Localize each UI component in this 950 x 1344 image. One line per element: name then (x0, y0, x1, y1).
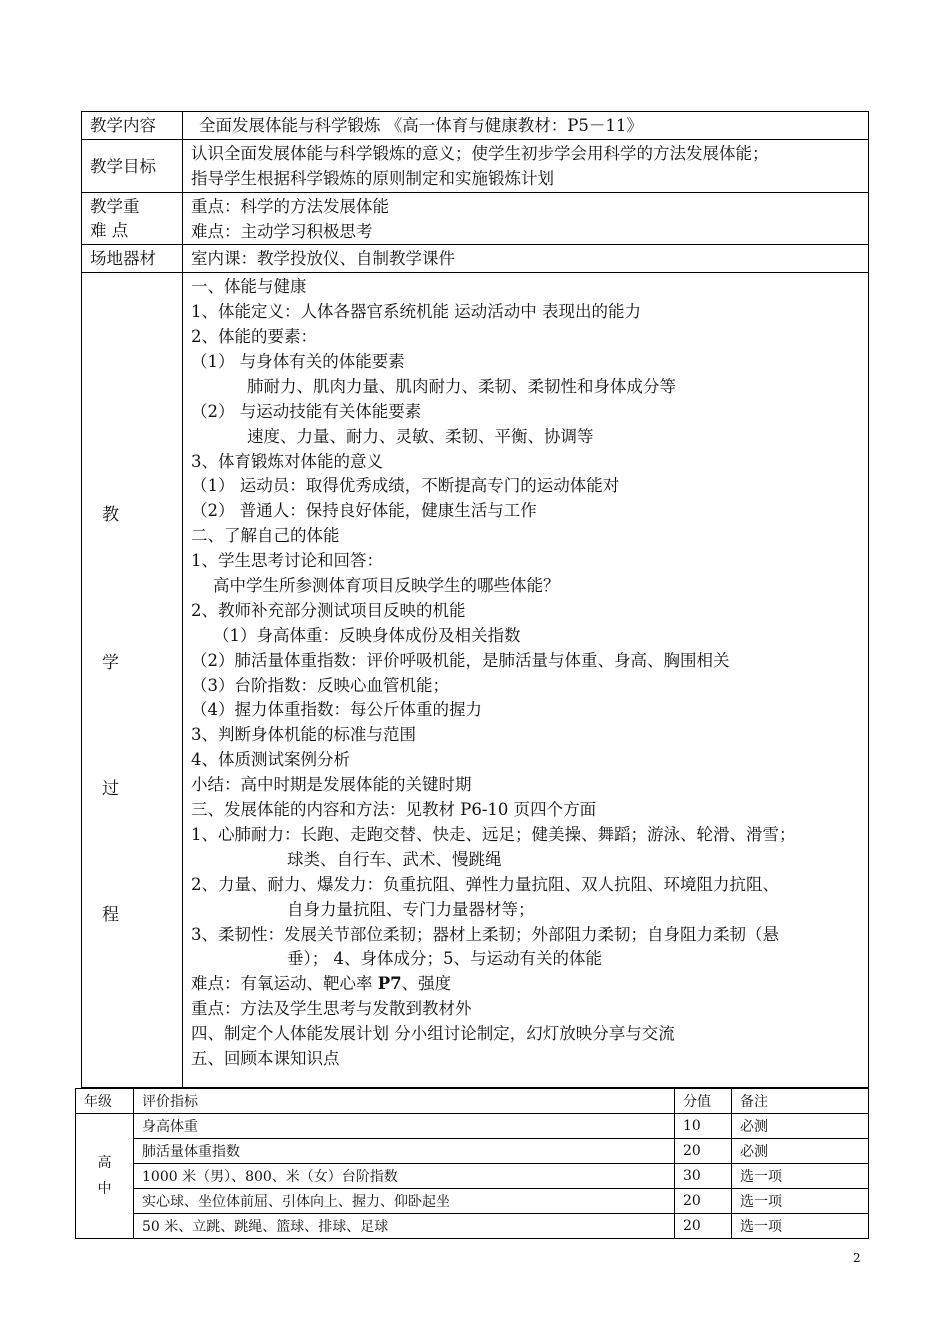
note-cell: 必测 (732, 1139, 869, 1164)
process-line: 二、了解自己的体能 (191, 526, 340, 546)
process-line: （1） 运动员：取得优秀成绩，不断提高专门的运动体能对 (191, 476, 620, 496)
process-line: （1） 与身体有关的体能要素 (191, 352, 405, 372)
score-cell: 20 (675, 1189, 732, 1214)
goal-label: 教学目标 (82, 139, 183, 192)
process-line: 3、判断身体机能的标准与范围 (191, 725, 416, 745)
row-goal (82, 139, 869, 192)
header-score: 分值 (675, 1089, 732, 1114)
focus-difficulty: 难点：主动学习积极思考 (191, 221, 373, 241)
process-line: 高中学生所参测体育项目反映学生的哪些体能？ (213, 576, 560, 596)
process-line: 球类、自行车、武术、慢跳绳 (287, 849, 502, 869)
indicator-cell: 1000 米（男）、800、米（女）台阶指数 (134, 1164, 675, 1189)
process-line: （2）肺活量体重指数：评价呼吸机能，是肺活量与体重、身高、胸围相关 (191, 650, 730, 670)
process-line: 2、教师补充部分测试项目反映的机能 (191, 600, 466, 620)
process-line: 1、学生思考讨论和回答： (191, 551, 383, 571)
process-line: 1、心肺耐力：长跑、走跑交替、快走、远足；健美操、舞蹈；游泳、轮滑、滑雪； (191, 824, 796, 844)
process-label-char: 过 (102, 779, 119, 800)
process-line: （1）身高体重：反映身体成份及相关指数 (213, 625, 521, 645)
process-line: （2） 普通人：保持良好体能，健康生活与工作 (191, 501, 537, 521)
process-line: 4、体质测试案例分析 (191, 750, 350, 770)
content-value: 全面发展体能与科学锻炼 《高一体育与健康教材：P5－11》 (199, 116, 643, 135)
process-line: 3、体育锻炼对体能的意义 (191, 451, 383, 471)
process-line: 2、力量、耐力、爆发力：负重抗阻、弹性力量抗阻、双人抗阻、环境阻力抗阻、 (191, 874, 779, 894)
note-cell: 选一项 (732, 1164, 869, 1189)
grade-cell (76, 1114, 134, 1239)
process-line: （4）握力体重指数：每公斤体重的握力 (191, 700, 482, 720)
goal-line-1: 认识全面发展体能与科学锻炼的意义；使学生初步学会用科学的方法发展体能； (191, 143, 769, 163)
content-label: 教学内容 (82, 112, 183, 140)
indicator-cell: 肺活量体重指数 (134, 1139, 675, 1164)
process-label (90, 275, 182, 1087)
process-line-difficulty (191, 972, 868, 997)
table-row (76, 1139, 869, 1164)
note-cell: 必测 (732, 1114, 869, 1139)
header-indicator: 评价指标 (134, 1089, 675, 1114)
table-row (76, 1114, 869, 1139)
focus-label-2: 难 点 (90, 220, 129, 240)
table-row (76, 1214, 869, 1239)
focus-key: 重点：科学的方法发展体能 (191, 196, 389, 216)
table-row (76, 1164, 869, 1189)
process-label-char: 教 (102, 505, 119, 526)
grade-char: 中 (97, 1181, 112, 1197)
process-line: 自身力量抗阻、专门力量器材等； (287, 899, 535, 919)
difficulty-text: 难点：有氧运动、靶心率 (191, 974, 378, 994)
process-label-char: 程 (102, 905, 119, 926)
row-venue (82, 245, 869, 273)
process-line: 小结：高中时期是发展体能的关键时期 (191, 775, 472, 795)
grade-char: 高 (97, 1155, 112, 1171)
process-label-char: 学 (102, 653, 119, 674)
row-content (82, 112, 869, 140)
indicator-cell: 50 米、立跳、跳绳、篮球、排球、足球 (134, 1214, 675, 1239)
process-line: 垂）； 4、身体成分；5、与运动有关的体能 (287, 949, 602, 969)
process-line: 3、柔韧性：发展关节部位柔韧；器材上柔韧；外部阻力柔韧；自身阻力柔韧（悬 (191, 924, 779, 944)
evaluation-table (75, 1088, 869, 1239)
process-line: 一、体能与健康 (191, 277, 307, 297)
process-body (183, 273, 869, 1088)
indicator-cell: 身高体重 (134, 1114, 675, 1139)
process-line: 1、体能定义：人体各器官系统机能 运动活动中 表现出的能力 (191, 302, 641, 322)
process-line: 五、回顾本课知识点 (191, 1048, 340, 1068)
indicator-cell: 实心球、坐位体前屈、引体向上、握力、仰卧起坐 (134, 1189, 675, 1214)
venue-value: 室内课：教学投放仪、自制教学课件 (191, 249, 455, 269)
focus-label-1: 教学重 (90, 196, 140, 216)
page-ref-bold: P7 (377, 974, 402, 994)
difficulty-suffix: 、强度 (401, 974, 452, 994)
process-line: 2、体能的要素： (191, 327, 317, 347)
header-grade: 年级 (76, 1089, 134, 1114)
note-cell: 选一项 (732, 1189, 869, 1214)
lesson-plan-table (81, 111, 869, 1088)
score-cell: 20 (675, 1139, 732, 1164)
score-cell: 30 (675, 1164, 732, 1189)
header-note: 备注 (732, 1089, 869, 1114)
process-line: 肺耐力、肌肉力量、肌肉耐力、柔韧、柔韧性和身体成分等 (247, 376, 676, 396)
process-line: 四、制定个人体能发展计划 分小组讨论制定，幻灯放映分享与交流 (191, 1024, 675, 1044)
process-line: 速度、力量、耐力、灵敏、柔韧、平衡、协调等 (247, 426, 594, 446)
process-line: 三、发展体能的内容和方法：见教材 P6-10 页四个方面 (191, 800, 597, 820)
page-number: 2 (853, 1251, 861, 1265)
venue-label: 场地器材 (82, 245, 183, 273)
process-line: （2） 与运动技能有关体能要素 (191, 401, 422, 421)
goal-line-2: 指导学生根据科学锻炼的原则制定和实施锻炼计划 (191, 168, 554, 188)
row-process (82, 273, 869, 1088)
table-row (76, 1189, 869, 1214)
eval-header-row (76, 1089, 869, 1114)
note-cell: 选一项 (732, 1214, 869, 1239)
score-cell: 20 (675, 1214, 732, 1239)
process-line: （3）台阶指数：反映心血管机能； (191, 675, 449, 695)
score-cell: 10 (675, 1114, 732, 1139)
row-focus (82, 192, 869, 245)
process-line: 重点：方法及学生思考与发散到教材外 (191, 999, 472, 1019)
